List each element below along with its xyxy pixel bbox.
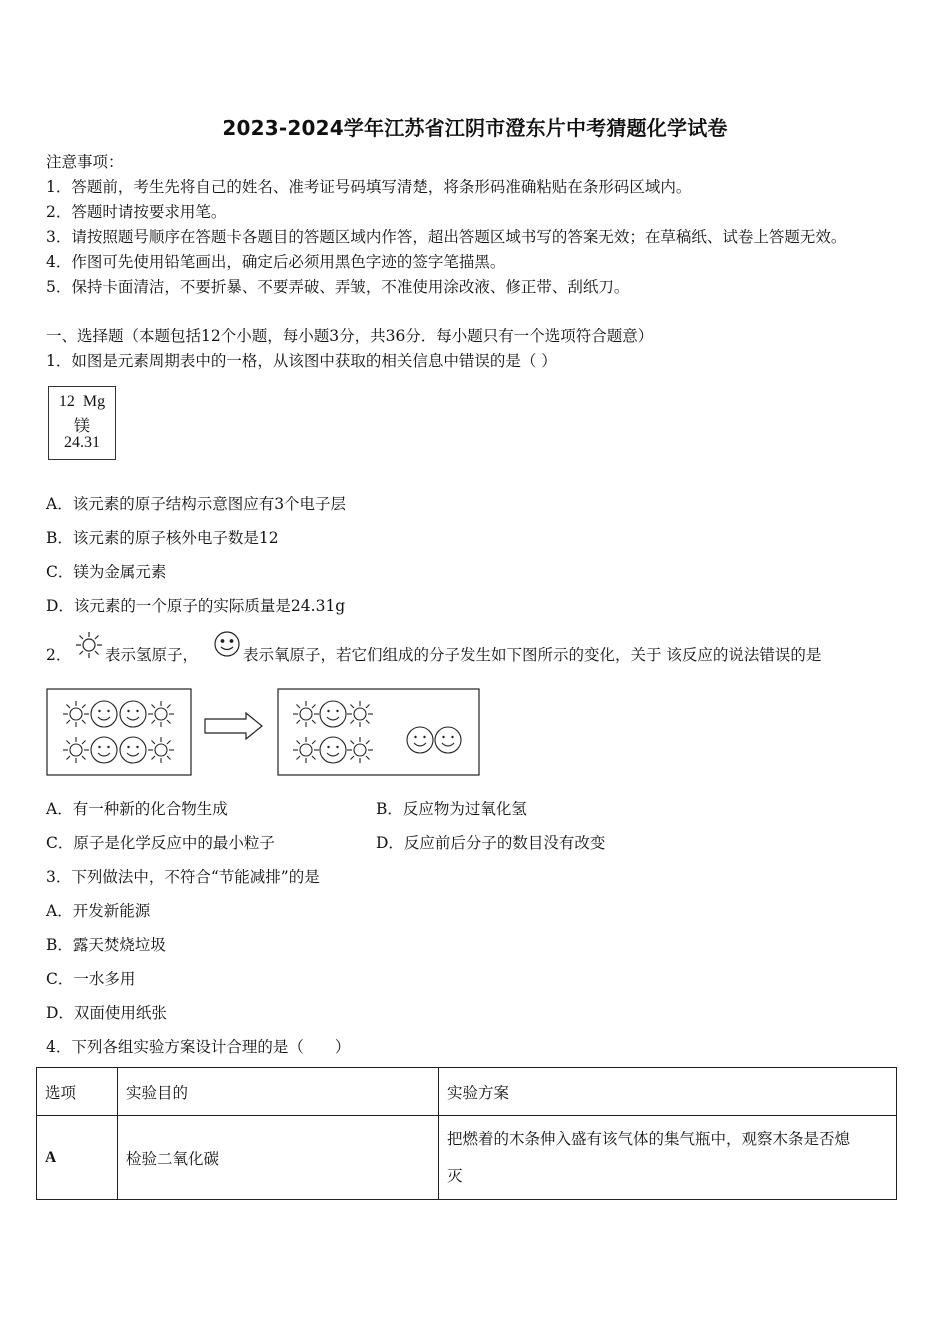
question-2-hydrogen-label: 表示氢原子， xyxy=(105,646,199,664)
row-purpose: 检验二氧化碳 xyxy=(118,1116,439,1200)
option-b: B．反应物为过氧化氢 xyxy=(376,800,527,818)
question-4-stem: 4．下列各组实验方案设计合理的是（ ） xyxy=(46,1038,351,1056)
sun-icon xyxy=(74,630,104,660)
option-c: C．一水多用 xyxy=(46,970,136,988)
atomic-number: 12 xyxy=(58,393,75,410)
option-d: D．该元素的一个原子的实际质量是24.31g xyxy=(46,597,346,615)
notice-item: 3．请按照题号顺序在答题卡各题目的答题区域内作答，超出答题区域书写的答案无效；在草稿纸、试卷上答题无效。 xyxy=(46,228,847,246)
question-2-stem: 表示氧原子，若它们组成的分子发生如下图所示的变化，关于 该反应的说法错误的是 xyxy=(243,646,822,664)
reactant-panel xyxy=(47,689,191,775)
experiment-table xyxy=(36,1067,897,1200)
row-plan-line: 灭 xyxy=(447,1166,463,1185)
question-1-stem: 1．如图是元素周期表中的一格，从该图中获取的相关信息中错误的是（ ） xyxy=(46,352,557,370)
oxygen-atom xyxy=(320,737,346,763)
option-a: A．有一种新的化合物生成 xyxy=(46,800,228,818)
option-b: B．该元素的原子核外电子数是12 xyxy=(46,529,279,547)
option-a: A．开发新能源 xyxy=(46,902,151,920)
element-name: 镁 xyxy=(73,418,90,435)
option-a: A．该元素的原子结构示意图应有3个电子层 xyxy=(46,495,347,513)
question-3-stem: 3．下列做法中，不符合“节能减排”的是 xyxy=(46,868,320,886)
header-plan: 实验方案 xyxy=(439,1068,897,1116)
option-d: D．反应前后分子的数目没有改变 xyxy=(376,834,606,852)
table-row xyxy=(37,1116,897,1200)
notice-item: 2．答题时请按要求用笔。 xyxy=(46,203,227,221)
table-header-row xyxy=(37,1068,897,1116)
element-symbol: Mg xyxy=(82,393,106,410)
page-title: 2023-2024学年江苏省江阴市澄东片中考猜题化学试卷 xyxy=(222,116,728,140)
notice-item: 1．答题前，考生先将自己的姓名、准考证号码填写清楚，将条形码准确粘贴在条形码区域内。 xyxy=(46,178,692,196)
row-plan xyxy=(439,1116,897,1200)
row-plan-line: 把燃着的木条伸入盛有该气体的集气瓶中，观察木条是否熄 xyxy=(447,1129,851,1148)
periodic-table-cell xyxy=(48,386,116,460)
option-c: C．镁为金属元素 xyxy=(46,563,167,581)
smiley-icon xyxy=(212,629,242,659)
section-heading: 一、选择题（本题包括12个小题，每小题3分，共36分．每小题只有一个选项符合题意） xyxy=(46,327,654,345)
oxygen-atom xyxy=(91,701,117,727)
option-b: B．露天焚烧垃圾 xyxy=(46,936,166,954)
notice-item: 4．作图可先使用铅笔画出，确定后必须用黑色字迹的签字笔描黑。 xyxy=(46,253,506,271)
oxygen-atom xyxy=(320,701,346,727)
question-2-number: 2． xyxy=(46,646,72,664)
header-option: 选项 xyxy=(37,1068,118,1116)
header-purpose: 实验目的 xyxy=(118,1068,439,1116)
atomic-mass: 24.31 xyxy=(64,434,100,451)
notice-heading: 注意事项： xyxy=(46,153,124,171)
oxygen-atom xyxy=(120,701,146,727)
oxygen-atom xyxy=(91,737,117,763)
option-c: C．原子是化学反应中的最小粒子 xyxy=(46,834,275,852)
oxygen-atom xyxy=(435,727,461,753)
row-option: A xyxy=(37,1116,118,1200)
option-d: D．双面使用纸张 xyxy=(46,1004,167,1022)
arrow-right-icon xyxy=(205,713,262,739)
oxygen-atom xyxy=(407,727,433,753)
reaction-diagram xyxy=(46,688,482,780)
oxygen-atom xyxy=(120,737,146,763)
notice-item: 5．保持卡面清洁，不要折暴、不要弄破、弄皱，不准使用涂改液、修正带、刮纸刀。 xyxy=(46,278,630,296)
